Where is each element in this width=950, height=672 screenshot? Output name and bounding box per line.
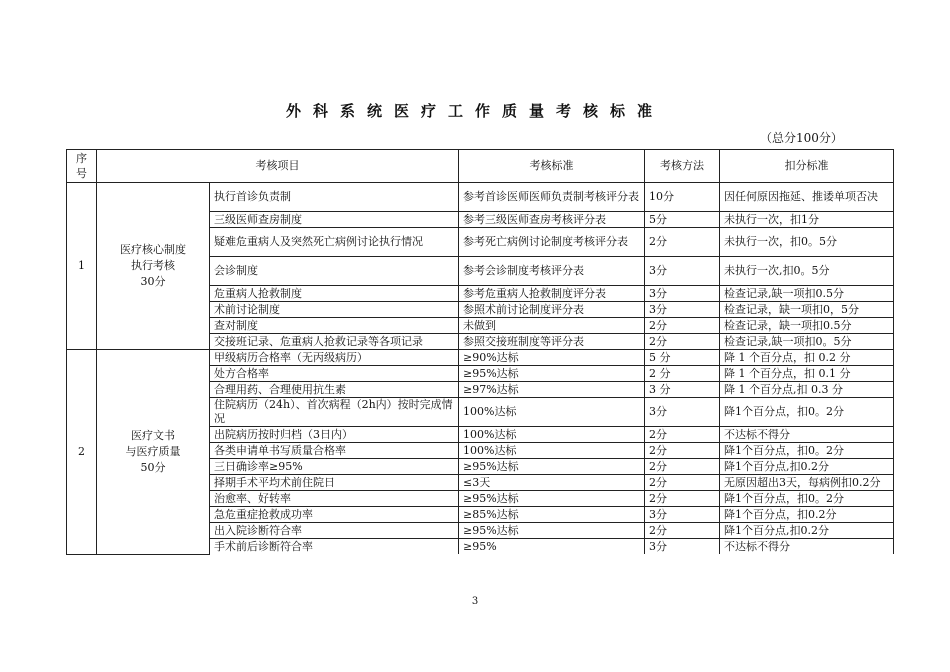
category-line: 执行考核	[131, 259, 175, 272]
row-deduction: 降 1 个百分点，扣 0.2 分	[720, 350, 894, 366]
row-standard: ≥95%达标	[459, 491, 645, 507]
page-title: 外科系统医疗工作质量考核标准	[285, 102, 664, 120]
row-deduction: 检查记录，缺一项扣0.5分	[720, 318, 894, 334]
page-number: 3	[471, 596, 479, 607]
header-seq-bottom: 号	[76, 167, 87, 180]
row-standard: ≥85%达标	[459, 507, 645, 523]
row-method: 10分	[645, 183, 720, 212]
category-line: 50分	[140, 460, 166, 474]
row-method: 3分	[645, 286, 720, 302]
row-item: 术前讨论制度	[210, 302, 459, 318]
row-deduction: 降1个百分点,扣0.2分	[720, 523, 894, 539]
row-method: 3分	[645, 257, 720, 286]
row-standard: 参考三级医师查房考核评分表	[459, 212, 645, 228]
row-method: 2分	[645, 228, 720, 257]
row-method: 3分	[645, 302, 720, 318]
row-standard: 参考死亡病例讨论制度考核评分表	[459, 228, 645, 257]
row-item: 处方合格率	[210, 366, 459, 382]
row-standard: ≤3天	[459, 475, 645, 491]
row-standard: 参考首诊医师医师负责制考核评分表	[459, 183, 645, 212]
total-score-note: （总分100分）	[760, 131, 843, 145]
row-method: 2分	[645, 459, 720, 475]
row-method: 3分	[645, 507, 720, 523]
row-deduction: 降 1 个百分点，扣 0.1 分	[720, 366, 894, 382]
row-standard: 100%达标	[459, 443, 645, 459]
row-item: 手术前后诊断符合率	[210, 539, 459, 555]
row-deduction: 未执行一次,扣0。5分	[720, 257, 894, 286]
header-standard: 考核标准	[459, 150, 645, 183]
row-standard: ≥95%达标	[459, 523, 645, 539]
row-item: 出入院诊断符合率	[210, 523, 459, 539]
row-method: 5分	[645, 212, 720, 228]
row-method: 2分	[645, 491, 720, 507]
row-deduction: 降 1 个百分点,扣 0.3 分	[720, 382, 894, 398]
row-deduction: 不达标不得分	[720, 427, 894, 443]
row-standard: 参照交接班制度等评分表	[459, 334, 645, 350]
section-seq: 1	[67, 183, 97, 350]
header-seq-top: 序	[76, 152, 87, 165]
row-item: 甲级病历合格率（无丙级病历）	[210, 350, 459, 366]
row-deduction: 因任何原因拖延、推诿单项否决	[720, 183, 894, 212]
row-standard: 100%达标	[459, 427, 645, 443]
row-item: 急危重症抢救成功率	[210, 507, 459, 523]
row-method: 2分	[645, 523, 720, 539]
row-method: 3分	[645, 398, 720, 427]
row-standard: ≥95%	[459, 539, 645, 555]
row-method: 3 分	[645, 382, 720, 398]
row-method: 5 分	[645, 350, 720, 366]
category-line: 医疗文书	[131, 428, 175, 442]
row-method: 2分	[645, 443, 720, 459]
row-standard: ≥95%达标	[459, 459, 645, 475]
row-deduction: 降1个百分点,扣0.2分	[720, 459, 894, 475]
row-item: 三日确诊率≥95%	[210, 459, 459, 475]
row-item: 住院病历（24h）、首次病程（2h内）按时完成情况	[210, 398, 459, 427]
row-deduction: 未执行一次，扣0。5分	[720, 228, 894, 257]
row-item: 各类申请单书写质量合格率	[210, 443, 459, 459]
row-item: 出院病历按时归档（3日内）	[210, 427, 459, 443]
header-deduction: 扣分标准	[720, 150, 894, 183]
row-standard: 未做到	[459, 318, 645, 334]
section-category	[97, 350, 210, 555]
row-item: 查对制度	[210, 318, 459, 334]
category-line: 与医疗质量	[125, 444, 181, 458]
row-deduction: 不达标不得分	[720, 539, 894, 555]
section-seq: 2	[67, 350, 97, 555]
row-item: 疑难危重病人及突然死亡病例讨论执行情况	[210, 228, 459, 257]
header-method: 考核方法	[645, 150, 720, 183]
row-deduction: 检查记录,缺一项扣0。5分	[720, 334, 894, 350]
row-item: 治愈率、好转率	[210, 491, 459, 507]
header-seq	[67, 150, 97, 183]
row-deduction: 降1个百分点，扣0。2分	[720, 491, 894, 507]
row-method: 3分	[645, 539, 720, 555]
row-standard: ≥97%达标	[459, 382, 645, 398]
table-row	[67, 350, 894, 366]
row-item: 合理用药、合理使用抗生素	[210, 382, 459, 398]
row-item: 三级医师查房制度	[210, 212, 459, 228]
row-method: 2 分	[645, 366, 720, 382]
table-header-row	[67, 150, 894, 183]
row-standard: 参考危重病人抢救制度评分表	[459, 286, 645, 302]
row-standard: 参考会诊制度考核评分表	[459, 257, 645, 286]
row-deduction: 降1个百分点，扣0。2分	[720, 398, 894, 427]
row-deduction: 检查记录,缺一项扣0.5分	[720, 286, 894, 302]
row-item: 危重病人抢救制度	[210, 286, 459, 302]
row-method: 2分	[645, 427, 720, 443]
header-item: 考核项目	[97, 150, 459, 183]
row-deduction: 检查记录，缺一项扣0，5分	[720, 302, 894, 318]
category-line: 医疗核心制度	[120, 243, 186, 256]
row-deduction: 无原因超出3天，每病例扣0.2分	[720, 475, 894, 491]
row-standard: 参照术前讨论制度评分表	[459, 302, 645, 318]
assessment-table	[66, 149, 894, 555]
section-category	[97, 183, 210, 350]
row-item: 执行首诊负责制	[210, 183, 459, 212]
row-method: 2分	[645, 318, 720, 334]
row-standard: ≥95%达标	[459, 366, 645, 382]
row-method: 2分	[645, 475, 720, 491]
row-item: 会诊制度	[210, 257, 459, 286]
row-item: 择期手术平均术前住院日	[210, 475, 459, 491]
row-deduction: 未执行一次，扣1分	[720, 212, 894, 228]
row-standard: 100%达标	[459, 398, 645, 427]
row-deduction: 降1个百分点，扣0.2分	[720, 507, 894, 523]
category-line: 30分	[140, 275, 166, 288]
row-item: 交接班记录、危重病人抢救记录等各项记录	[210, 334, 459, 350]
row-method: 2分	[645, 334, 720, 350]
row-deduction: 降1个百分点，扣0。2分	[720, 443, 894, 459]
row-standard: ≥90%达标	[459, 350, 645, 366]
table-row	[67, 183, 894, 212]
